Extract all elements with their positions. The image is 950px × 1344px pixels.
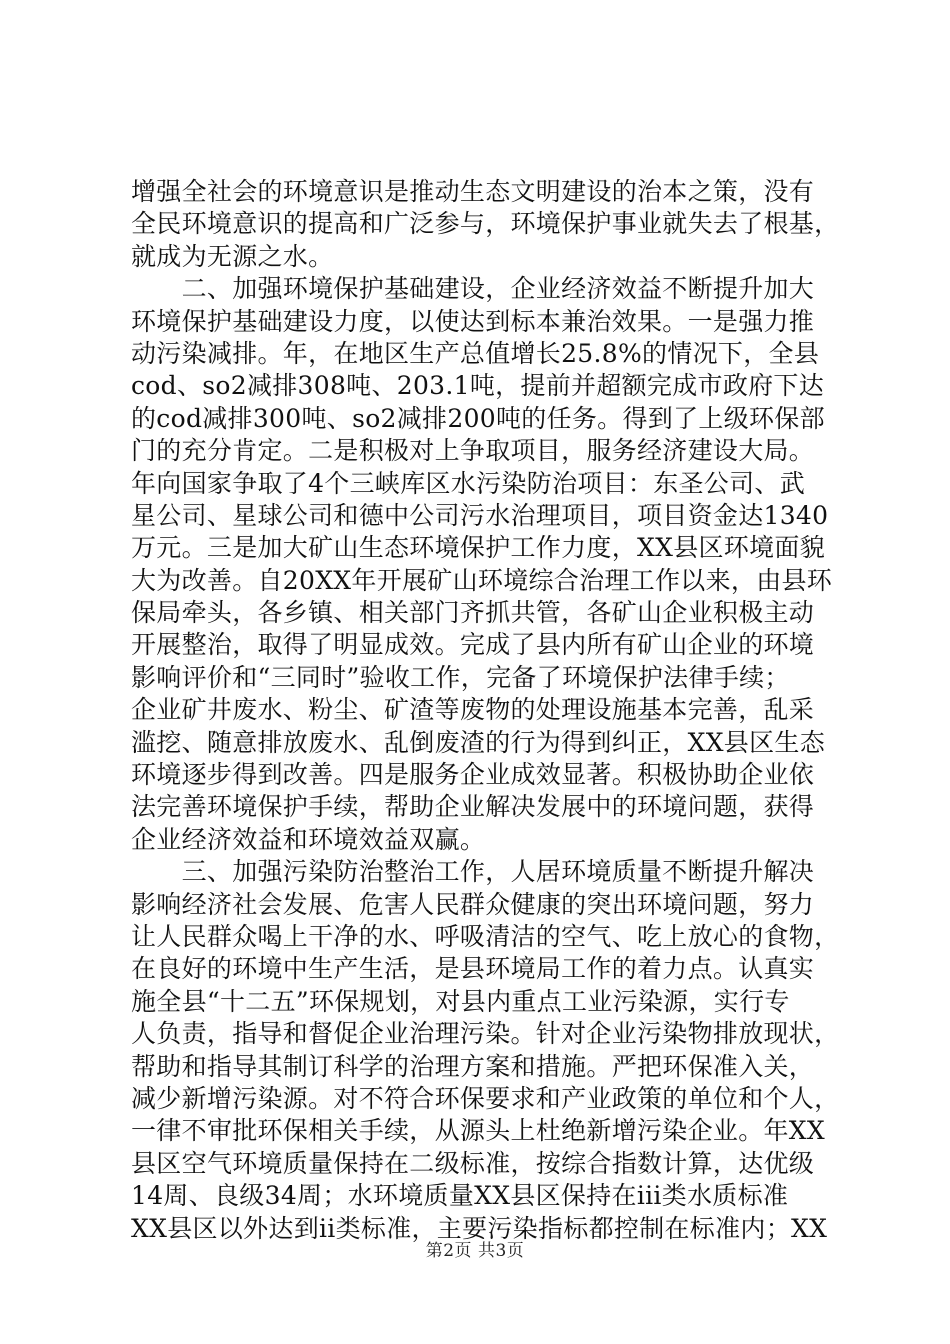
- text-line: cod、so2减排308吨、203.1吨，提前并超额完成市政府下达: [131, 371, 825, 401]
- text-line: 全民环境意识的提高和广泛参与，环境保护事业就失去了根基，: [131, 209, 840, 239]
- text-line: 门的充分肯定。二是积极对上争取项目，服务经济建设大局。: [131, 436, 815, 466]
- text-line: 帮助和指导其制订科学的治理方案和措施。严把环保准入关，: [131, 1051, 815, 1081]
- text-line: 三、加强污染防治整治工作，人居环境质量不断提升解决: [131, 857, 815, 887]
- text-line: 企业矿井废水、粉尘、矿渣等废物的处理设施基本完善，乱采: [131, 695, 815, 725]
- text-line: 14周、良级34周；水环境质量XX县区保持在iii类水质标准: [131, 1181, 789, 1211]
- text-line: 动污染减排。年，在地区生产总值增长25.8%的情况下，全县: [131, 338, 820, 368]
- text-line: 法完善环境保护手续，帮助企业解决发展中的环境问题，获得: [131, 792, 815, 822]
- text-line: 年向国家争取了4个三峡库区水污染防治项目：东圣公司、武: [131, 468, 806, 498]
- text-line: 万元。三是加大矿山生态环境保护工作力度，XX县区环境面貌: [131, 533, 825, 563]
- text-line: 星公司、星球公司和德中公司污水治理项目，项目资金达1340: [131, 500, 829, 530]
- text-line: 让人民群众喝上干净的水、呼吸清洁的空气、吃上放心的食物，: [131, 921, 840, 951]
- text-line: 就成为无源之水。: [131, 241, 334, 271]
- text-line: 影响评价和“三同时”验收工作，完备了环境保护法律手续；: [131, 662, 790, 692]
- body-text: [131, 176, 840, 1245]
- text-line: 大为改善。自20XX年开展矿山环境综合治理工作以来，由县环: [131, 565, 833, 595]
- text-line: 环境保护基础建设力度，以使达到标本兼治效果。一是强力推: [131, 306, 815, 336]
- text-line: 保局牵头，各乡镇、相关部门齐抓共管，各矿山企业积极主动: [131, 598, 815, 628]
- text-line: 人负责，指导和督促企业治理污染。针对企业污染物排放现状，: [131, 1019, 840, 1049]
- text-line: 二、加强环境保护基础建设，企业经济效益不断提升加大: [131, 274, 815, 304]
- text-line: XX县区以外达到ii类标准，主要污染指标都控制在标准内；XX: [131, 1213, 828, 1243]
- page-footer: 第2页 共3页: [425, 1241, 525, 1261]
- text-line: 施全县“十二五”环保规划，对县内重点工业污染源，实行专: [131, 986, 790, 1016]
- text-line: 影响经济社会发展、危害人民群众健康的突出环境问题，努力: [131, 889, 815, 919]
- text-line: 一律不审批环保相关手续，从源头上杜绝新增污染企业。年XX: [131, 1116, 825, 1146]
- text-line: 在良好的环境中生产生活，是县环境局工作的着力点。认真实: [131, 954, 815, 984]
- text-line: 滥挖、随意排放废水、乱倒废渣的行为得到纠正，XX县区生态: [131, 727, 825, 757]
- text-line: 的cod减排300吨、so2减排200吨的任务。得到了上级环保部: [131, 403, 825, 433]
- text-line: 增强全社会的环境意识是推动生态文明建设的治本之策，没有: [131, 177, 815, 206]
- text-line: 减少新增污染源。对不符合环保要求和产业政策的单位和个人，: [131, 1083, 840, 1113]
- text-line: 县区空气环境质量保持在二级标准，按综合指数计算，达优级: [131, 1148, 815, 1178]
- text-line: 开展整治，取得了明显成效。完成了县内所有矿山企业的环境: [131, 630, 815, 660]
- text-line: 企业经济效益和环境效益双赢。: [131, 824, 486, 854]
- text-line: 环境逐步得到改善。四是服务企业成效显著。积极协助企业依: [131, 760, 815, 790]
